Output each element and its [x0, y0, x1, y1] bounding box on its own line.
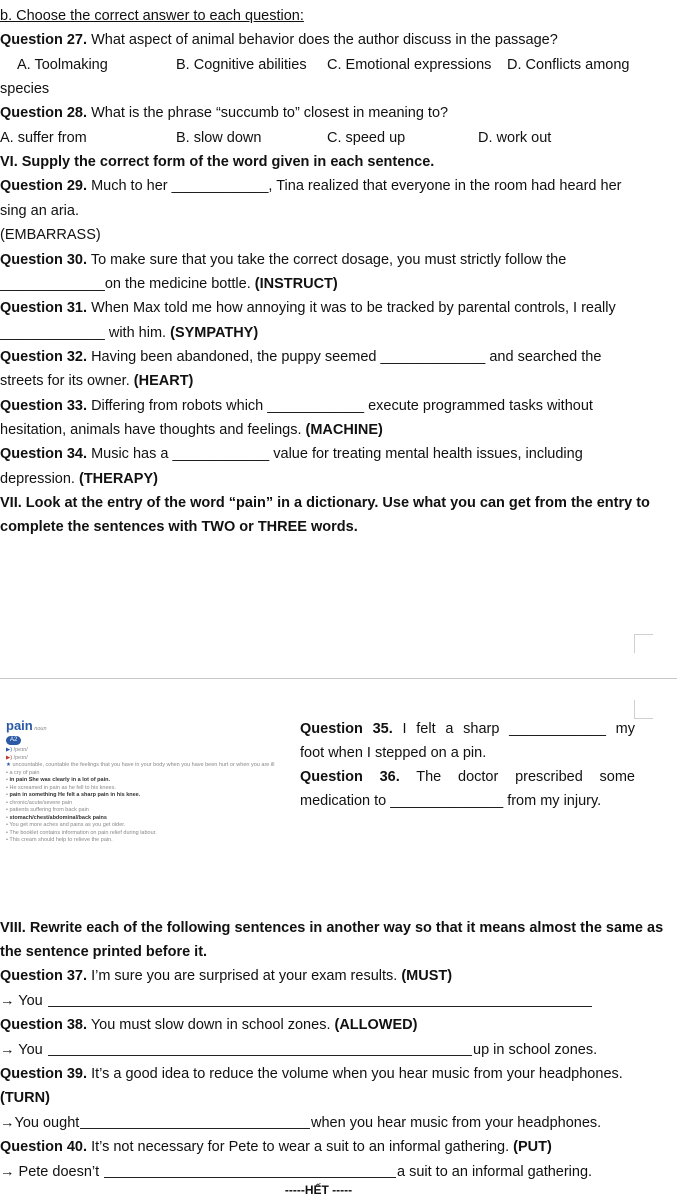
- question-32-label: Question 32.: [0, 349, 88, 365]
- question-40-line: [0, 1138, 552, 1156]
- question-31-label: Question 31.: [0, 300, 88, 316]
- question-34-line1: [0, 445, 583, 463]
- dictionary-example: • in pain She was clearly in a lot of pain.: [6, 777, 111, 783]
- question-27-text: What aspect of animal behavior does the author discuss in the passage?: [91, 32, 558, 48]
- question-39-text: It’s a good idea to reduce the volume when you hear music from your headphones.: [91, 1066, 623, 1082]
- sense-definition: the feelings that you have in your body when you have been hurt or when you are ill: [70, 762, 275, 768]
- dictionary-example: • a cry of pain: [6, 769, 40, 776]
- option-27-c: C. Emotional expressions: [327, 57, 492, 73]
- question-30-word: (INSTRUCT): [254, 276, 338, 292]
- question-28-label: Question 28.: [0, 105, 88, 121]
- answer-39-line: [0, 1114, 79, 1132]
- section-vii-heading-line2: complete the sentences with TWO or THREE words.: [0, 519, 358, 535]
- pron-uk: /peɪn/: [13, 747, 28, 753]
- dictionary-pos: noun: [34, 726, 47, 732]
- option-27-d: D. Conflicts among: [507, 57, 630, 73]
- question-30-line1: [0, 251, 566, 269]
- question-27-options: [0, 56, 677, 74]
- question-37-text: I’m sure you are surprised at your exam results.: [91, 968, 398, 984]
- answer-39-start: →You ought: [0, 1115, 80, 1131]
- page-break-line: [0, 678, 677, 679]
- question-34-label: Question 34.: [0, 446, 88, 462]
- question-33-line2: [0, 421, 383, 439]
- question-34-word: (THERAPY): [79, 471, 158, 487]
- question-32-text: Having been abandoned, the puppy seemed _____________ and searched the: [91, 349, 602, 365]
- question-29-line1: [0, 177, 621, 195]
- section-viii-heading-line2: the sentence printed before it.: [0, 944, 208, 960]
- question-27-label: Question 27.: [0, 32, 88, 48]
- answer-40-line: [0, 1163, 99, 1181]
- option-28-b: B. slow down: [176, 130, 262, 146]
- dictionary-headword-line: [6, 718, 291, 734]
- pron-us-line: [6, 755, 291, 763]
- option-27-b: B. Cognitive abilities: [176, 57, 307, 73]
- end-mark: -----HẾT -----: [284, 1183, 353, 1197]
- section-vii-heading-line1: VII. Look at the entry of the word “pain” in a dictionary. Use what you can get from the entry to: [0, 495, 650, 511]
- pron-uk-line: [6, 747, 291, 755]
- question-29-word: (EMBARRASS): [0, 227, 101, 243]
- sense-line: [6, 762, 291, 770]
- dictionary-example: • He screamed in pain as he fell to his knees.: [6, 784, 116, 791]
- question-27-line: [0, 31, 558, 49]
- question-39-word: (TURN): [0, 1090, 50, 1106]
- dictionary-example: • The booklet contains information on pain relief during labour.: [6, 829, 157, 836]
- question-40-text: It’s not necessary for Pete to wear a suit to an informal gathering.: [91, 1139, 510, 1155]
- answer-37-line: [0, 992, 43, 1010]
- answer-40-start: → Pete doesn’t: [0, 1164, 100, 1180]
- question-30-text: To make sure that you take the correct dosage, you must strictly follow the: [90, 252, 567, 268]
- question-31-text: When Max told me how annoying it was to be tracked by parental controls, I really: [91, 300, 616, 316]
- question-31-line2: [0, 324, 258, 342]
- answer-40-blank[interactable]: [104, 1177, 396, 1178]
- question-34-text2: depression.: [0, 471, 75, 487]
- question-30-line2: [0, 275, 338, 293]
- question-34-text: Music has a ____________ value for treating mental health issues, including: [91, 446, 583, 462]
- question-40-label: Question 40.: [0, 1139, 88, 1155]
- page-corner-mark: [634, 700, 653, 719]
- question-37-label: Question 37.: [0, 968, 88, 984]
- section-vi-heading: VI. Supply the correct form of the word given in each sentence.: [0, 154, 435, 170]
- question-33-text: Differing from robots which ____________ execute programmed tasks without: [91, 398, 593, 414]
- answer-38-end: up in school zones.: [473, 1042, 598, 1058]
- speaker-icon: ▶): [6, 747, 13, 753]
- question-35-line2: foot when I stepped on a pin.: [300, 745, 487, 761]
- question-39-label: Question 39.: [0, 1066, 88, 1082]
- question-29-line2: sing an aria.: [0, 203, 79, 219]
- answer-38-line: [0, 1041, 43, 1059]
- question-28-text: What is the phrase “succumb to” closest in meaning to?: [91, 105, 449, 121]
- option-27-a: A. Toolmaking: [17, 57, 108, 73]
- answer-38-blank[interactable]: [48, 1055, 472, 1056]
- question-38-label: Question 38.: [0, 1017, 88, 1033]
- page-corner-mark: [634, 634, 653, 653]
- question-38-line: [0, 1016, 417, 1034]
- speaker-icon: ▶): [6, 754, 13, 761]
- dictionary-example: • This cream should help to relieve the pain.: [6, 837, 113, 843]
- dictionary-headword: pain: [6, 718, 33, 733]
- question-31-line1: [0, 299, 616, 317]
- question-38-word: (ALLOWED): [334, 1017, 418, 1033]
- option-28-c: C. speed up: [327, 130, 406, 146]
- star-icon: ★: [6, 762, 11, 768]
- question-37-word: (MUST): [401, 968, 453, 984]
- dictionary-example: • stomach/chest/abdominal/back pains: [6, 814, 107, 821]
- question-30-label: Question 30.: [0, 252, 88, 268]
- dictionary-example: • chronic/acute/severe pain: [6, 799, 73, 806]
- question-29-text: Much to her ____________, Tina realized that everyone in the room had heard her: [91, 178, 622, 194]
- question-35-text: I felt a sharp ____________ my: [402, 721, 635, 737]
- question-36-label: Question 36.: [300, 769, 400, 785]
- question-30-text2: _____________on the medicine bottle.: [0, 276, 251, 292]
- question-35-label: Question 35.: [300, 721, 393, 737]
- question-32-word: (HEART): [133, 373, 194, 389]
- section-b-heading: b. Choose the correct answer to each question:: [0, 8, 304, 24]
- sense-tag: uncountable, countable: [12, 762, 70, 768]
- question-28-options: [0, 129, 677, 147]
- question-33-label: Question 33.: [0, 398, 88, 414]
- question-37-line: [0, 967, 452, 985]
- option-28-d: D. work out: [478, 130, 552, 146]
- question-36-line2: medication to ______________ from my injury.: [300, 793, 602, 809]
- section-viii-heading-line1: VIII. Rewrite each of the following sentences in another way so that it means almost the same as: [0, 920, 664, 936]
- pron-us: /peɪn/: [13, 754, 28, 761]
- level-badge: A2: [6, 736, 21, 745]
- question-29-label: Question 29.: [0, 178, 88, 194]
- dictionary-example: • You get more aches and pains as you get older.: [6, 822, 126, 828]
- answer-38-start: → You: [0, 1042, 43, 1058]
- question-32-line2: [0, 372, 193, 390]
- question-40-word: (PUT): [513, 1139, 552, 1155]
- answer-39-end: when you hear music from your headphones.: [311, 1115, 602, 1131]
- question-33-word: (MACHINE): [305, 422, 383, 438]
- dictionary-example: • patients suffering from back pain: [6, 807, 89, 813]
- question-35-line1: [300, 717, 635, 741]
- question-31-word: (SYMPATHY): [170, 325, 259, 341]
- question-36-text: The doctor prescribed some: [416, 769, 635, 785]
- question-33-line1: [0, 397, 593, 415]
- question-28-line: [0, 104, 448, 122]
- answer-40-end: a suit to an informal gathering.: [397, 1164, 593, 1180]
- question-34-line2: [0, 470, 158, 488]
- answer-37-start: → You: [0, 993, 43, 1009]
- option-28-a: A. suffer from: [0, 130, 87, 146]
- question-33-text2: hesitation, animals have thoughts and feelings.: [0, 422, 302, 438]
- answer-39-blank[interactable]: [80, 1128, 310, 1129]
- question-39-line: [0, 1065, 623, 1083]
- question-36-line1: [300, 765, 635, 789]
- question-32-line1: [0, 348, 601, 366]
- question-32-text2: streets for its owner.: [0, 373, 130, 389]
- question-31-text2: _____________ with him.: [0, 325, 167, 341]
- question-38-text: You must slow down in school zones.: [90, 1017, 331, 1033]
- dictionary-example: • pain in something He felt a sharp pain in his knee.: [6, 792, 141, 798]
- option-27-d-continued: species: [0, 81, 50, 97]
- answer-37-blank[interactable]: [48, 1006, 592, 1007]
- dictionary-entry: [6, 718, 291, 908]
